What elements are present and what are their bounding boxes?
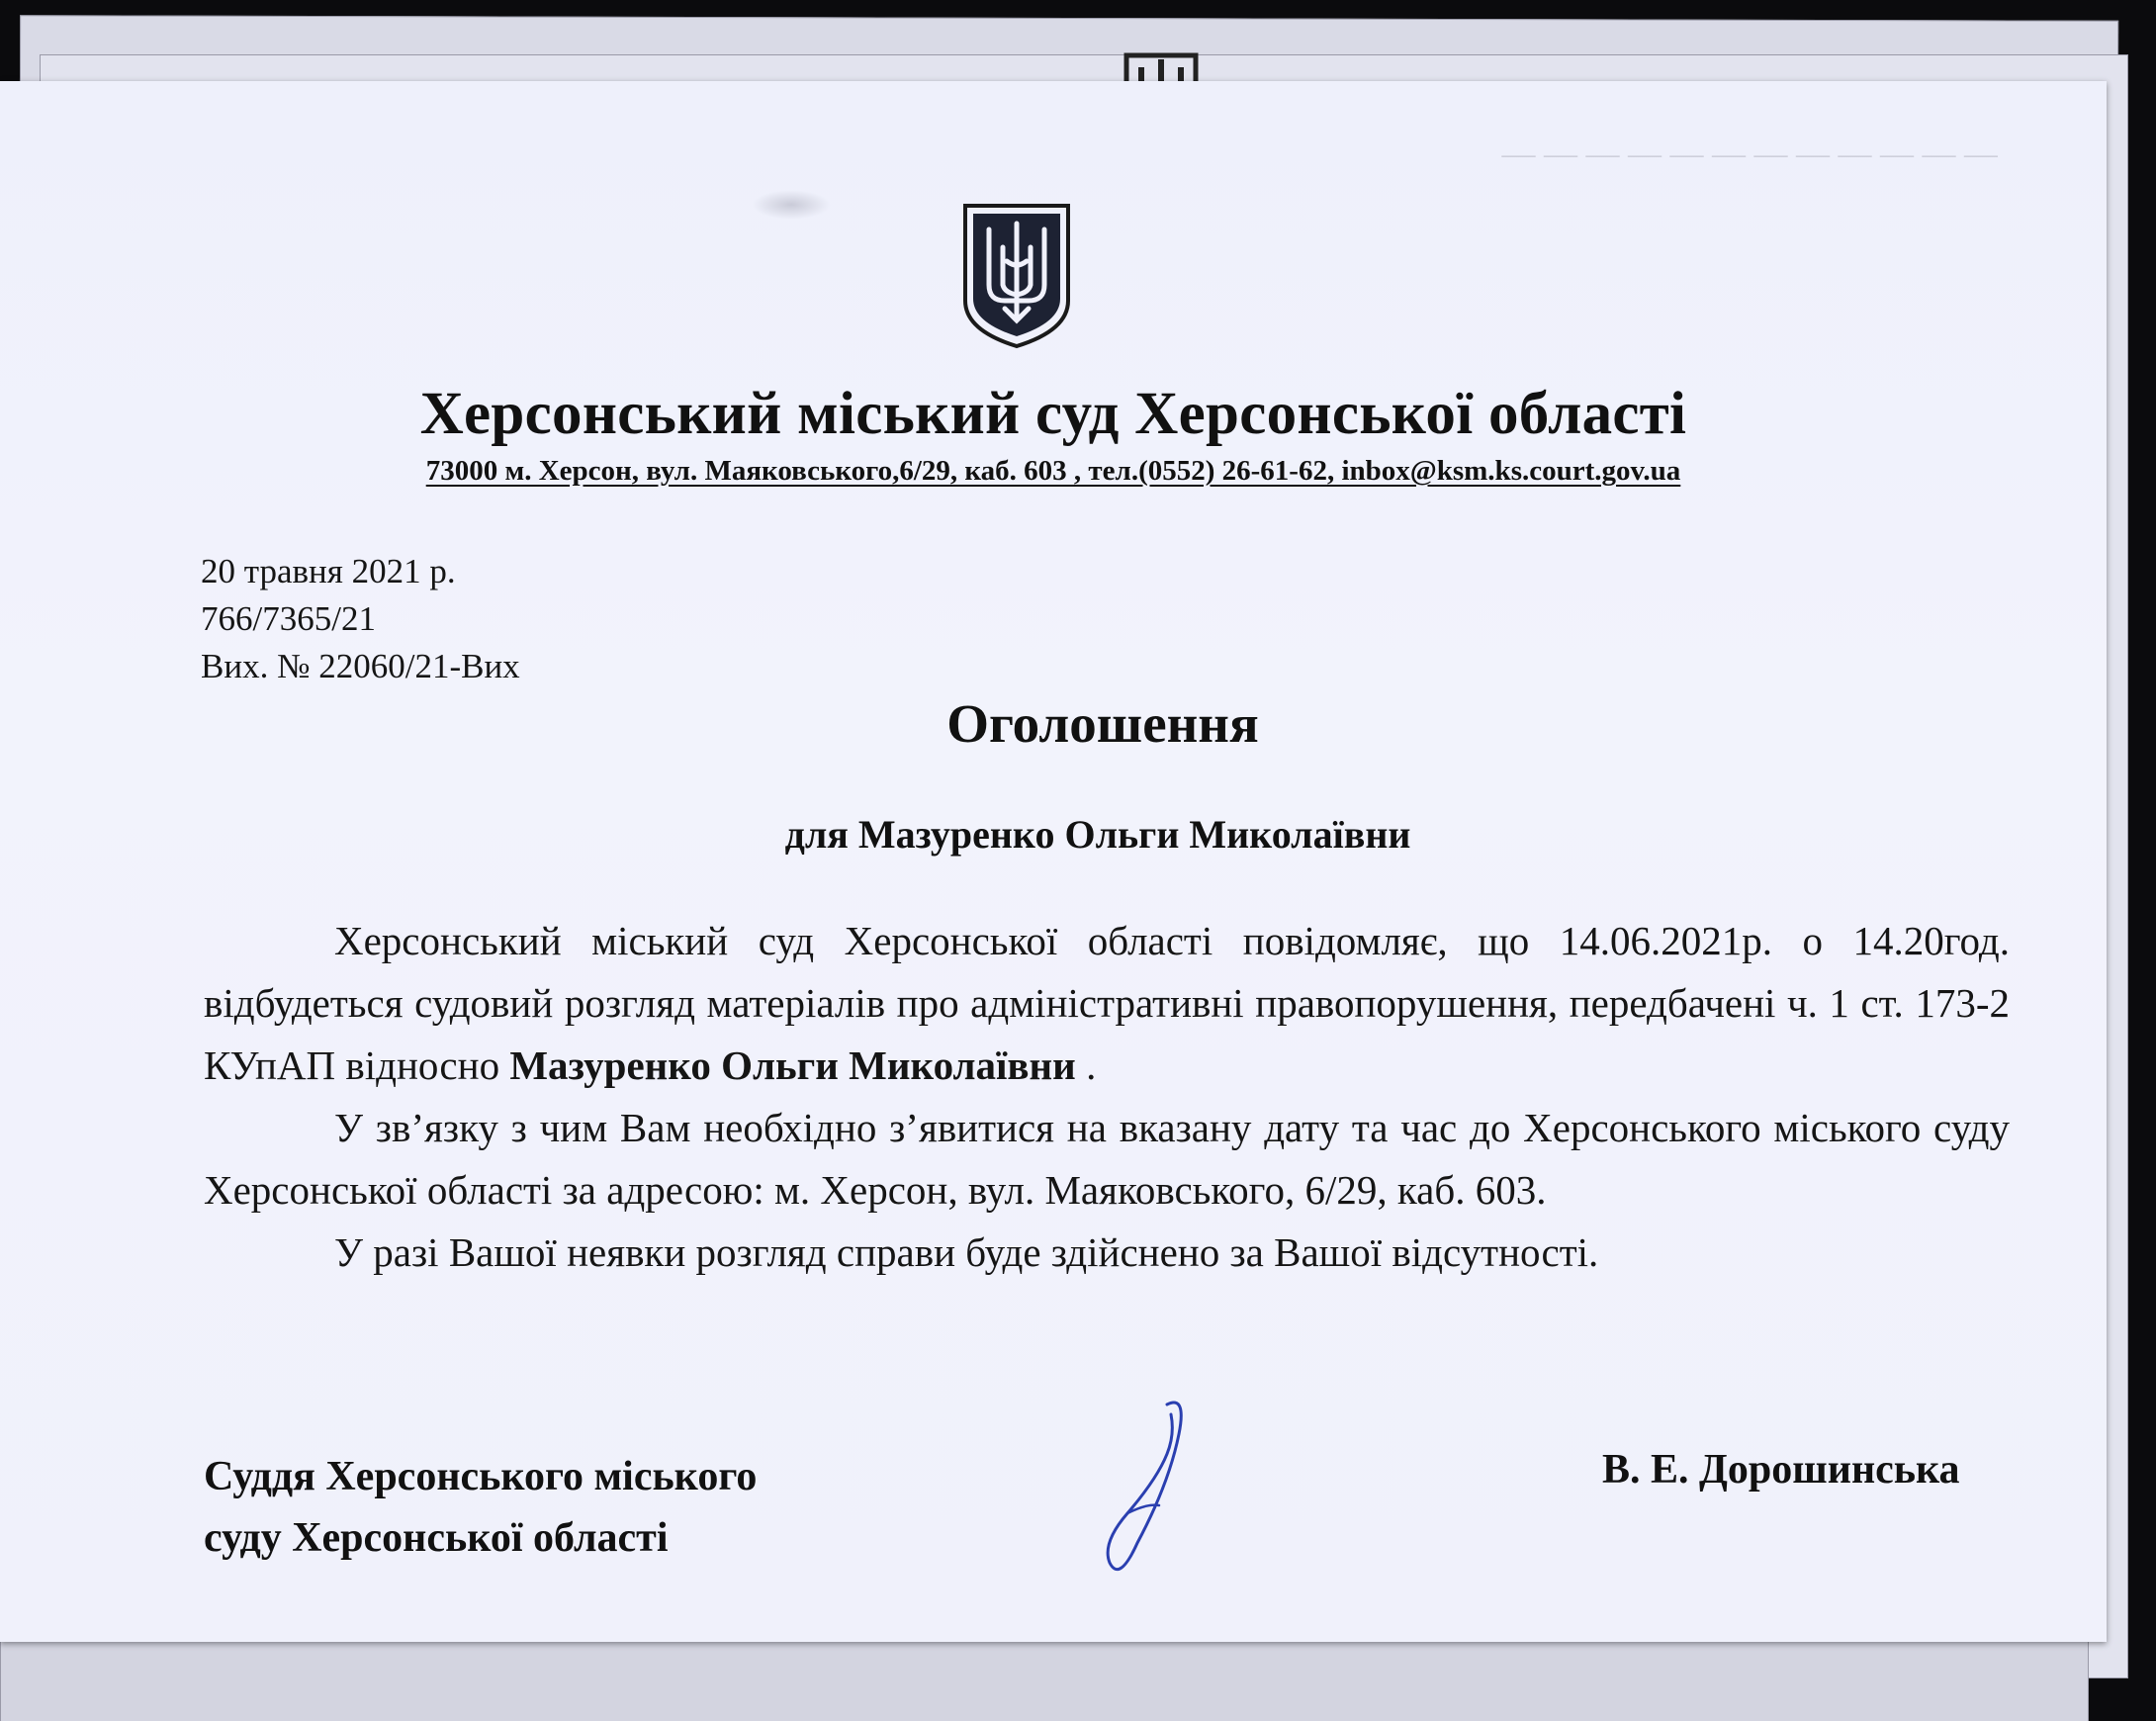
judge-position-line: Суддя Херсонського міського (204, 1454, 758, 1499)
document-page (0, 81, 2107, 1642)
bleed-through-text: — — — — — — — — — — — — (1501, 136, 1998, 172)
judge-name: В. Е. Дорошинська (1602, 1447, 1960, 1493)
paragraph-text: Херсонський міський суд Херсонської області повідомляє, що 14.06.2021р. о 14.20год. відбудеться судовий розгляд матеріалів про адміністративні правопорушення, передбачені ч. 1 ст. 173-2 КУпАП відносно (204, 918, 2010, 1088)
addressee-line: для Мазуренко Ольги Миколаївни (784, 812, 1411, 857)
judge-position-line: суду Херсонської області (204, 1515, 669, 1561)
handwritten-signature (1098, 1395, 1207, 1592)
notice-body (204, 910, 2010, 1284)
body-paragraph (204, 910, 2010, 1097)
coat-of-arms-icon (961, 202, 1072, 350)
paper-smudge (752, 190, 831, 220)
document-heading: Оголошення (946, 693, 1259, 754)
court-title: Херсонський міський суд Херсонської області (419, 381, 1687, 447)
body-paragraph: У зв’язку з чим Вам необхідно з’явитися на вказану дату та час до Херсонського міського суду Херсонської області за адресою: м. Херсон, вул. Маяковського, 6/29, каб. 603. (204, 1105, 2010, 1213)
court-address: 73000 м. Херсон, вул. Маяковського,6/29, каб. 603 , тел.(0552) 26-61-62, inbox@ksm.ks.court.gov.ua (425, 455, 1681, 487)
outgoing-number: Вих. № 22060/21-Вих (201, 647, 520, 685)
paragraph-end: . (1075, 1042, 1097, 1088)
defendant-name: Мазуренко Ольги Миколаївни (509, 1042, 1076, 1088)
body-paragraph: У разі Вашої неявки розгляд справи буде здійснено за Вашої відсутності. (334, 1229, 1599, 1275)
judge-position (204, 1446, 757, 1569)
case-number: 766/7365/21 (201, 599, 376, 638)
document-meta (201, 548, 520, 690)
document-date: 20 травня 2021 р. (201, 552, 456, 590)
